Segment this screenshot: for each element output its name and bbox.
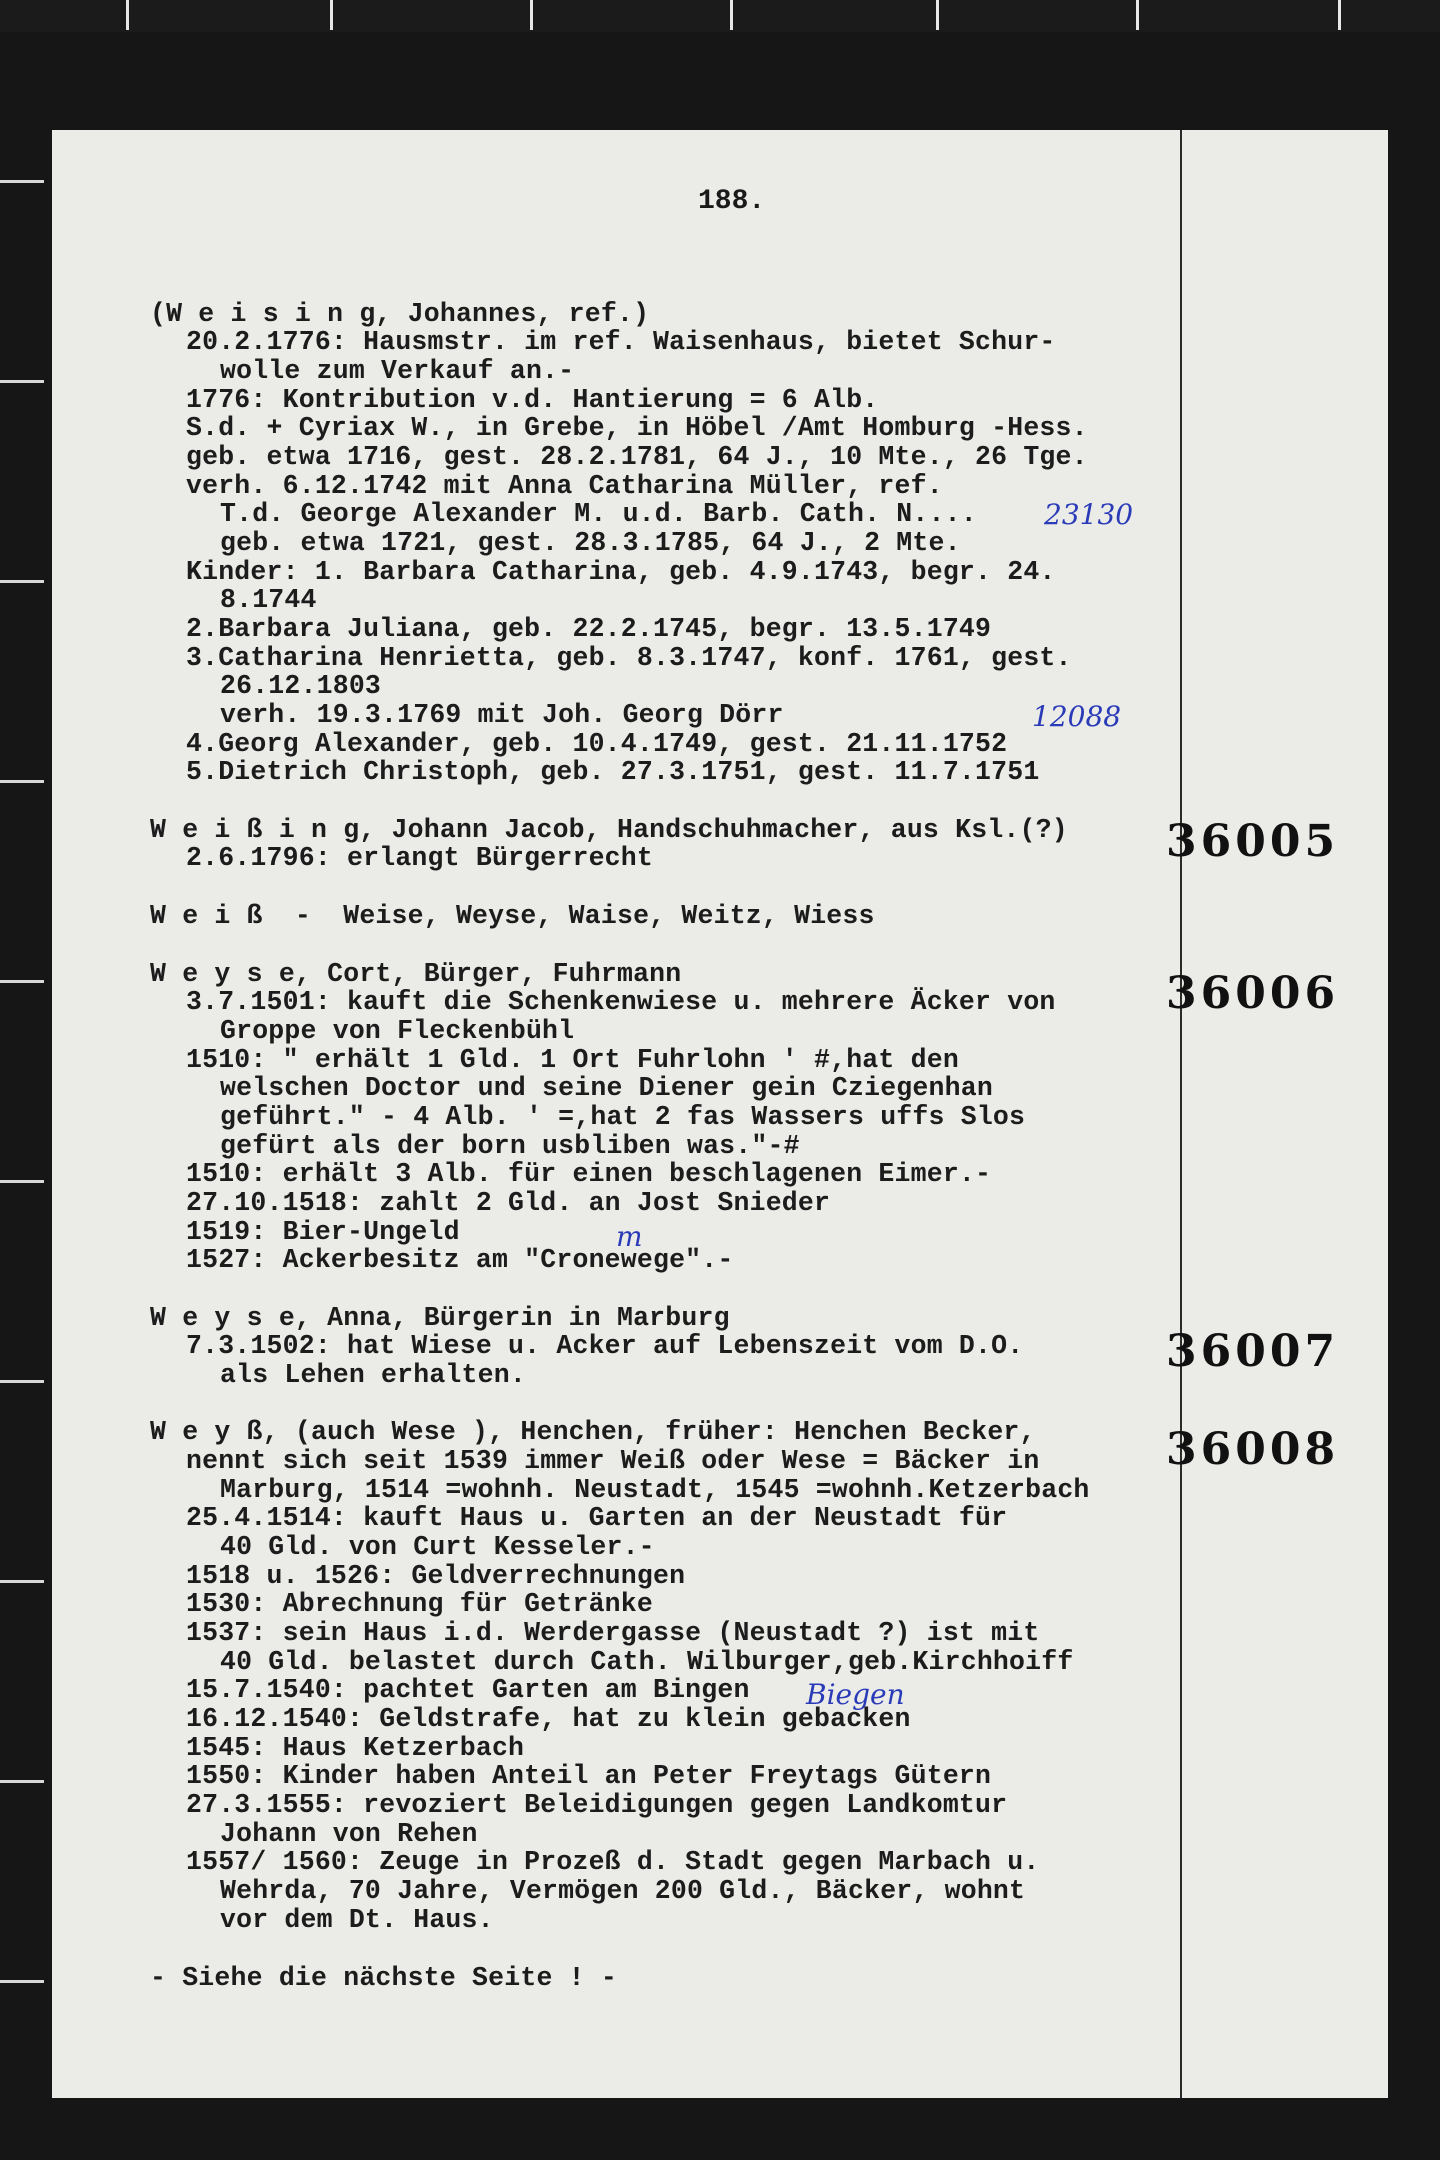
text-line: 1519: Bier-Ungeld [186, 1217, 460, 1247]
film-tick [126, 0, 129, 30]
text-line: 1557/ 1560: Zeuge in Prozeß d. Stadt gegen Marbach u. [186, 1847, 1040, 1877]
film-tick [330, 0, 333, 30]
text-line: Groppe von Fleckenbühl [220, 1016, 575, 1046]
film-edge-mark [0, 980, 44, 983]
text-line: W e i ß - Weise, Weyse, Waise, Weitz, Wiess [150, 901, 875, 931]
stamped-number: 36006 [1166, 968, 1340, 1019]
text-line: Wehrda, 70 Jahre, Vermögen 200 Gld., Bäcker, wohnt [220, 1876, 1026, 1906]
text-line: 1550: Kinder haben Anteil an Peter Freytags Gütern [186, 1761, 992, 1791]
text-line: 40 Gld. belastet durch Cath. Wilburger,geb.Kirchhoiff [220, 1647, 1074, 1677]
stamped-number: 36005 [1166, 816, 1340, 867]
text-line: gefürt als der born usbliben was."-# [220, 1131, 800, 1161]
text-line: 2.Barbara Juliana, geb. 22.2.1745, begr. 13.5.1749 [186, 614, 992, 644]
text-line: 1545: Haus Ketzerbach [186, 1733, 525, 1763]
text-line: verh. 6.12.1742 mit Anna Catharina Müller, ref. [186, 471, 943, 501]
text-line: Kinder: 1. Barbara Catharina, geb. 4.9.1743, begr. 24. [186, 557, 1056, 587]
text-line: als Lehen erhalten. [220, 1360, 526, 1390]
handwritten-note: 12088 [1032, 700, 1122, 733]
handwritten-note: Biegen [806, 1678, 905, 1711]
text-line: 3.7.1501: kauft die Schenkenwiese u. mehrere Äcker von [186, 987, 1056, 1017]
text-line: 4.Georg Alexander, geb. 10.4.1749, gest. 21.11.1752 [186, 729, 1008, 759]
text-line: 1518 u. 1526: Geldverrechnungen [186, 1561, 686, 1591]
text-line: 7.3.1502: hat Wiese u. Acker auf Lebenszeit vom D.O. [186, 1331, 1024, 1361]
film-strip-top [0, 0, 1440, 32]
text-line: geb. etwa 1716, gest. 28.2.1781, 64 J., 10 Mte., 26 Tge. [186, 442, 1088, 472]
text-line: 3.Catharina Henrietta, geb. 8.3.1747, konf. 1761, gest. [186, 643, 1072, 673]
text-line: 15.7.1540: pachtet Garten am Bingen [186, 1675, 750, 1705]
text-line: wolle zum Verkauf an.- [220, 356, 575, 386]
text-line: 26.12.1803 [220, 671, 382, 701]
text-line: 40 Gld. von Curt Kesseler.- [220, 1532, 655, 1562]
text-line: 2.6.1796: erlangt Bürgerrecht [186, 843, 653, 873]
text-line: 27.10.1518: zahlt 2 Gld. an Jost Snieder [186, 1188, 831, 1218]
film-tick [1136, 0, 1139, 30]
film-tick [1338, 0, 1341, 30]
text-line: vor dem Dt. Haus. [220, 1905, 494, 1935]
text-line: verh. 19.3.1769 mit Joh. Georg Dörr [220, 700, 784, 730]
text-line: Marburg, 1514 =wohnh. Neustadt, 1545 =wohnh.Ketzerbach [220, 1475, 1090, 1505]
text-line: 5.Dietrich Christoph, geb. 27.3.1751, gest. 11.7.1751 [186, 757, 1040, 787]
text-line: 1510: " erhält 1 Gld. 1 Ort Fuhrlohn ' #,hat den [186, 1045, 959, 1075]
text-line: 27.3.1555: revoziert Beleidigungen gegen Landkomtur [186, 1790, 1008, 1820]
text-line: 8.1744 [220, 585, 317, 615]
text-line: nennt sich seit 1539 immer Weiß oder Wese = Bäcker in [186, 1446, 1040, 1476]
text-line: 25.4.1514: kauft Haus u. Garten an der Neustadt für [186, 1503, 1008, 1533]
text-line: 1537: sein Haus i.d. Werdergasse (Neustadt ?) ist mit [186, 1618, 1040, 1648]
text-line: Johann von Rehen [220, 1819, 478, 1849]
film-edge-mark [0, 1580, 44, 1583]
film-edge-mark [0, 780, 44, 783]
text-line: geführt." - 4 Alb. ' =,hat 2 fas Wassers uffs Slos [220, 1102, 1026, 1132]
film-tick [530, 0, 533, 30]
text-line: W e y s e, Cort, Bürger, Fuhrmann [150, 959, 682, 989]
film-edge-mark [0, 380, 44, 383]
page-number: 188. [698, 186, 766, 217]
text-line: W e y ß, (auch Wese ), Henchen, früher: Henchen Becker, [150, 1417, 1036, 1447]
text-line: 1510: erhält 3 Alb. für einen beschlagenen Eimer.- [186, 1159, 992, 1189]
text-line: 1776: Kontribution v.d. Hantierung = 6 Alb. [186, 385, 879, 415]
document-page [52, 130, 1388, 2098]
film-edge-mark [0, 1780, 44, 1783]
handwritten-note: m [616, 1220, 643, 1253]
film-edge-mark [0, 580, 44, 583]
text-line: 16.12.1540: Geldstrafe, hat zu klein gebacken [186, 1704, 911, 1734]
handwritten-note: 23130 [1044, 498, 1134, 531]
text-line: S.d. + Cyriax W., in Grebe, in Höbel /Amt Homburg -Hess. [186, 413, 1088, 443]
text-line: 1530: Abrechnung für Getränke [186, 1589, 653, 1619]
stamped-number: 36007 [1166, 1326, 1340, 1377]
stamped-number: 36008 [1166, 1424, 1340, 1475]
film-edge-mark [0, 1180, 44, 1183]
film-tick [936, 0, 939, 30]
text-line: 1527: Ackerbesitz am "Cronewege".- [186, 1245, 734, 1275]
text-line: W e i ß i n g, Johann Jacob, Handschuhmacher, aus Ksl.(?) [150, 815, 1068, 845]
film-edge-mark [0, 1380, 44, 1383]
text-line: W e y s e, Anna, Bürgerin in Marburg [150, 1303, 730, 1333]
film-tick [730, 0, 733, 30]
film-edge-mark [0, 180, 44, 183]
film-edge-mark [0, 1980, 44, 1983]
text-line: geb. etwa 1721, gest. 28.3.1785, 64 J., 2 Mte. [220, 528, 961, 558]
margin-rule [1180, 130, 1182, 2098]
text-line: - Siehe die nächste Seite ! - [150, 1963, 617, 1993]
text-line: (W e i s i n g, Johannes, ref.) [150, 299, 650, 329]
text-line: welschen Doctor und seine Diener gein Cziegenhan [220, 1073, 993, 1103]
text-line: T.d. George Alexander M. u.d. Barb. Cath. N.... [220, 499, 977, 529]
text-line: 20.2.1776: Hausmstr. im ref. Waisenhaus, bietet Schur- [186, 327, 1056, 357]
